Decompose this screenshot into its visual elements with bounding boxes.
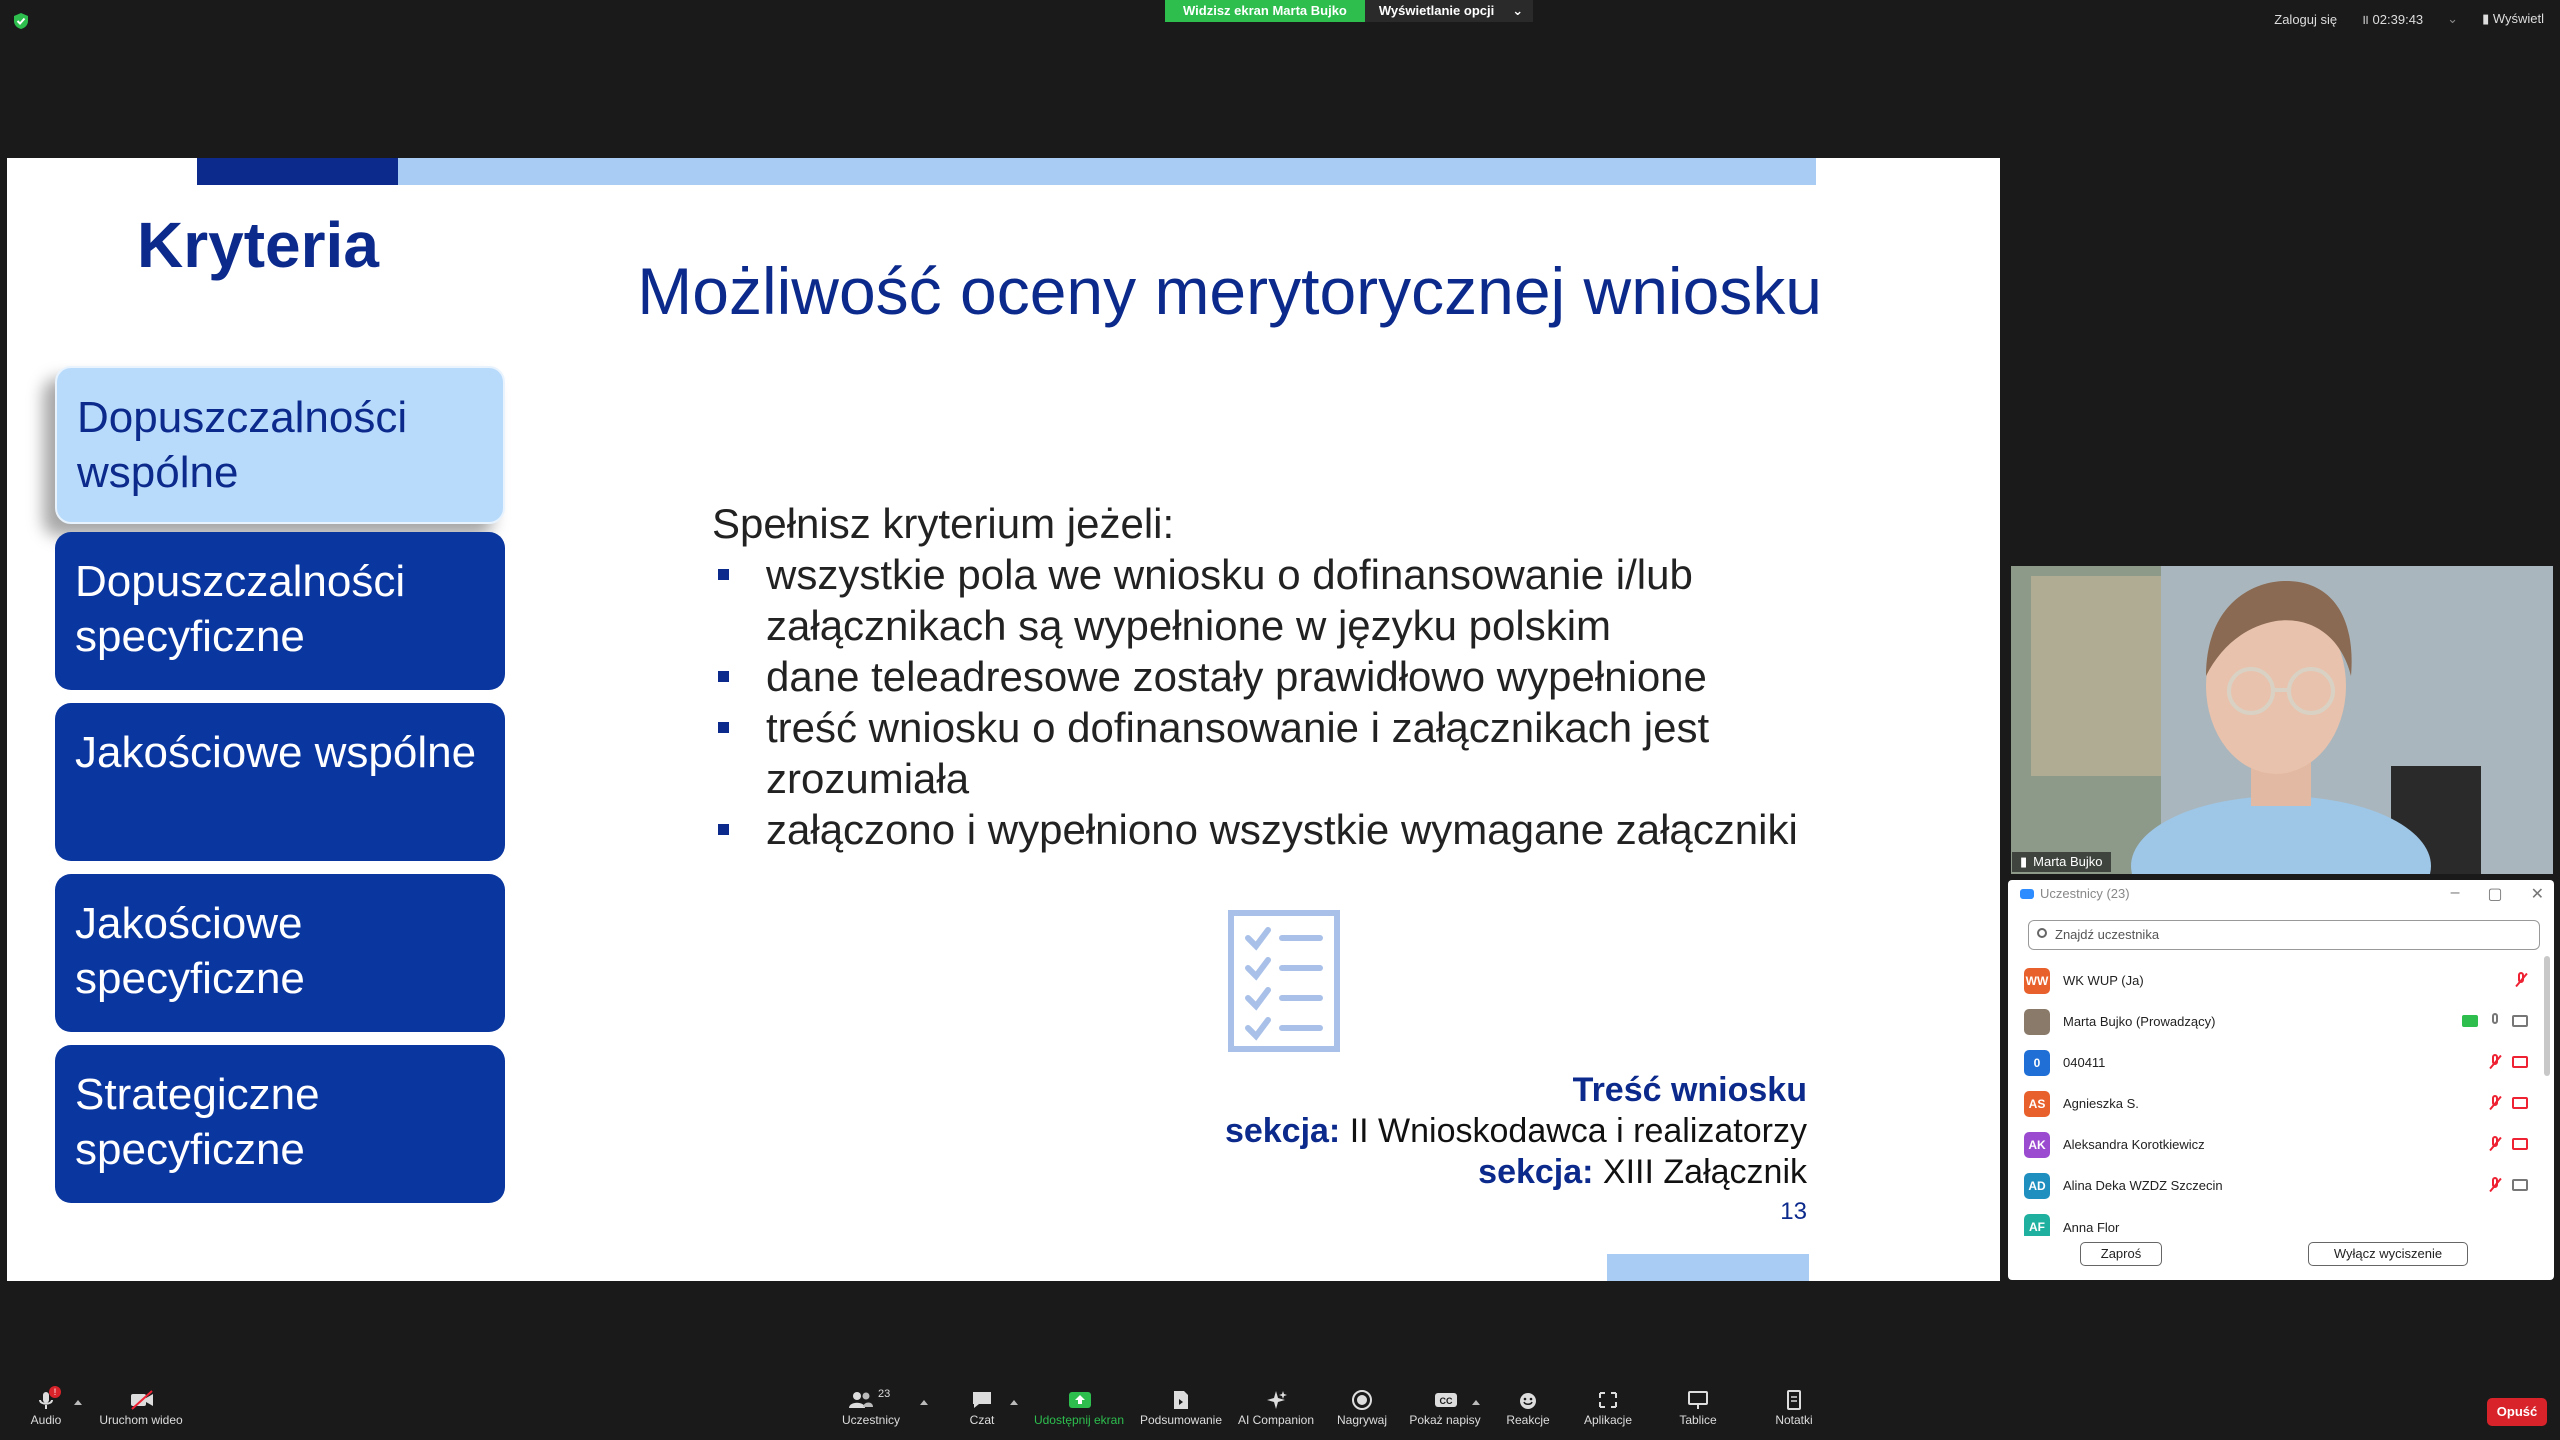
participant-name: 040411 xyxy=(2063,1055,2106,1070)
criteria-card-1: Dopuszczalności wspólne xyxy=(55,366,505,524)
participant-name: Aleksandra Korotkiewicz xyxy=(2063,1137,2205,1152)
audio-button[interactable] xyxy=(26,1387,66,1427)
mic-icon xyxy=(35,1387,57,1408)
criteria-bullet: wszystkie pola we wniosku o dofinansowanie i/lub załącznikach są wypełnione w języku polskim xyxy=(712,549,1832,651)
whiteboards-button[interactable] xyxy=(1670,1390,1726,1427)
criteria-card-4: Jakościowe specyficzne xyxy=(55,874,505,1032)
camera-icon[interactable] xyxy=(2512,1015,2528,1027)
source-line-2 xyxy=(1225,1152,1807,1193)
close-icon[interactable]: ✕ xyxy=(2530,886,2544,903)
participant-status xyxy=(2488,1177,2528,1193)
ai-companion-label: AI Companion xyxy=(1237,1413,1315,1427)
maximize-icon[interactable]: ▢ xyxy=(2487,886,2503,903)
source-text: II Wnioskodawca i realizatorzy xyxy=(1340,1112,1807,1150)
camera-off-icon[interactable] xyxy=(2512,1056,2528,1068)
participants-header xyxy=(2020,886,2130,901)
apps-button[interactable] xyxy=(1580,1390,1636,1427)
participant-list[interactable] xyxy=(2024,960,2544,1235)
reactions-button[interactable] xyxy=(1502,1390,1554,1427)
participant-status xyxy=(2488,1054,2528,1070)
slide-page-number: 13 xyxy=(1780,1198,1807,1225)
chat-options-caret[interactable] xyxy=(1010,1400,1018,1405)
login-button[interactable]: Zaloguj się xyxy=(2274,11,2338,27)
top-right-controls xyxy=(2274,10,2544,28)
mic-muted-icon[interactable] xyxy=(2488,1177,2502,1193)
video-name-tag xyxy=(2012,852,2111,872)
captions-button[interactable] xyxy=(1408,1390,1482,1427)
participants-label: Uczestnicy xyxy=(841,1413,900,1427)
screen-share-banner xyxy=(1165,0,1533,22)
apps-icon xyxy=(1597,1390,1619,1408)
apps-label: Aplikacje xyxy=(1583,1413,1633,1427)
chat-button[interactable] xyxy=(962,1390,1002,1427)
view-options-label: Wyświetlanie opcji xyxy=(1378,3,1495,18)
share-screen-icon xyxy=(1068,1390,1090,1408)
leave-button[interactable]: Opuść xyxy=(2487,1398,2547,1426)
source-prefix: sekcja: xyxy=(1224,1112,1341,1150)
whiteboard-icon xyxy=(1687,1390,1709,1408)
mic-muted-icon[interactable] xyxy=(2514,972,2528,988)
chevron-down-icon: ⌄ xyxy=(1512,3,1524,18)
zoom-logo-icon xyxy=(2020,889,2034,899)
avatar: AK xyxy=(2024,1132,2050,1158)
captions-label: Pokaż napisy xyxy=(1409,1413,1481,1427)
participant-name: WK WUP (Ja) xyxy=(2063,973,2144,988)
criteria-bullet: treść wniosku o dofinansowanie i załącznikach jest zrozumiała xyxy=(712,702,1832,804)
participants-options-caret[interactable] xyxy=(920,1400,928,1405)
camera-off-icon[interactable] xyxy=(2512,1138,2528,1150)
source-text: XIII Załącznik xyxy=(1593,1153,1807,1191)
slide-top-bar-dark xyxy=(197,158,398,185)
share-screen-label: Udostępnij ekran xyxy=(1033,1413,1125,1427)
slide-bottom-bar xyxy=(1607,1254,1809,1281)
pause-icon[interactable]: ॥ xyxy=(2361,12,2373,27)
slide-title: Możliwość oceny merytorycznej wniosku xyxy=(637,254,1822,328)
sparkle-icon xyxy=(1265,1390,1287,1408)
avatar xyxy=(2024,1009,2050,1035)
screen-share-icon xyxy=(2462,1015,2478,1027)
participant-row[interactable] xyxy=(2024,1206,2544,1236)
participant-search-input[interactable] xyxy=(2028,920,2540,950)
criteria-bullet: załączono i wypełniono wszystkie wymagane załączniki xyxy=(712,804,1832,855)
participant-row[interactable] xyxy=(2024,1001,2544,1042)
captions-options-caret[interactable] xyxy=(1472,1400,1480,1405)
participant-status xyxy=(2488,1095,2528,1111)
summary-label: Podsumowanie xyxy=(1139,1413,1223,1427)
avatar: AD xyxy=(2024,1173,2050,1199)
participants-panel xyxy=(2008,880,2554,1280)
participant-row[interactable] xyxy=(2024,1124,2544,1165)
svg-text:CC: CC xyxy=(1439,1396,1453,1406)
slide-heading: Kryteria xyxy=(137,209,379,281)
participant-row[interactable] xyxy=(2024,1042,2544,1083)
participants-button[interactable] xyxy=(840,1390,902,1427)
captions-icon xyxy=(1434,1390,1456,1408)
start-video-label: Uruchom wideo xyxy=(99,1413,183,1427)
timer-value: 02:39:43 xyxy=(2372,12,2424,27)
view-label: Wyświetl xyxy=(2492,11,2544,26)
participant-row[interactable] xyxy=(2024,1083,2544,1124)
slide-body xyxy=(712,498,1832,855)
invite-button[interactable]: Zaproś xyxy=(2080,1242,2162,1266)
camera-icon[interactable] xyxy=(2512,1179,2528,1191)
view-icon: ▮ xyxy=(2482,11,2493,26)
avatar: 0 xyxy=(2024,1050,2050,1076)
participant-status xyxy=(2462,1013,2528,1029)
record-label: Nagrywaj xyxy=(1336,1413,1387,1427)
participants-title: Uczestnicy (23) xyxy=(2040,886,2130,901)
participant-status xyxy=(2514,972,2528,988)
reactions-label: Reakcje xyxy=(1506,1413,1550,1427)
participant-row[interactable] xyxy=(2024,1165,2544,1206)
search-placeholder: Znajdź uczestnika xyxy=(2055,927,2160,942)
share-banner-label: Widzisz ekran Marta Bujko xyxy=(1165,0,1365,22)
chat-icon xyxy=(971,1390,993,1408)
shield-icon[interactable] xyxy=(12,12,30,30)
record-icon xyxy=(1351,1390,1373,1408)
source-line-1 xyxy=(1225,1111,1807,1152)
participants-icon xyxy=(848,1390,894,1408)
video-tile[interactable] xyxy=(2011,566,2553,874)
participants-count: 23 xyxy=(878,1388,891,1400)
shared-slide xyxy=(7,158,2000,1281)
audio-label: Audio xyxy=(30,1413,62,1427)
source-block xyxy=(1225,1070,1807,1193)
participant-name: Alina Deka WZDZ Szczecin xyxy=(2063,1178,2223,1193)
avatar: AF xyxy=(2024,1214,2050,1236)
slide-top-bar-light xyxy=(398,158,1816,185)
participant-name: Anna Flor xyxy=(2063,1220,2120,1235)
mic-muted-icon[interactable] xyxy=(2488,1054,2502,1070)
minimize-icon[interactable]: – xyxy=(2450,884,2460,901)
participant-list-scrollbar[interactable] xyxy=(2544,956,2550,1076)
view-options-button[interactable] xyxy=(1365,0,1533,22)
criteria-list xyxy=(712,549,1832,855)
smile-icon xyxy=(1517,1390,1539,1408)
audio-options-caret[interactable] xyxy=(74,1400,82,1405)
video-off-icon xyxy=(130,1390,152,1408)
chat-label: Czat xyxy=(969,1413,995,1427)
view-button[interactable] xyxy=(2482,11,2544,27)
criteria-bullet: dane teleadresowe zostały prawidłowo wypełnione xyxy=(712,651,1832,702)
camera-off-icon[interactable] xyxy=(2512,1097,2528,1109)
participant-row[interactable] xyxy=(2024,960,2544,1001)
notes-label: Notatki xyxy=(1775,1413,1813,1427)
panel-window-controls xyxy=(2451,884,2544,904)
summary-button[interactable] xyxy=(1138,1390,1224,1427)
signal-icon: ▮ xyxy=(2020,854,2028,869)
ai-companion-button[interactable] xyxy=(1236,1390,1316,1427)
criteria-card-3: Jakościowe wspólne xyxy=(55,703,505,861)
avatar: AS xyxy=(2024,1091,2050,1117)
record-button[interactable] xyxy=(1334,1390,1390,1427)
audio-warning-badge: ! xyxy=(49,1386,61,1398)
participant-name: Agnieszka S. xyxy=(2063,1096,2139,1111)
participant-name: Marta Bujko (Prowadzący) xyxy=(2063,1014,2216,1029)
source-prefix: sekcja: xyxy=(1478,1153,1594,1191)
avatar: WW xyxy=(2024,968,2050,994)
mic-icon[interactable] xyxy=(2488,1013,2502,1029)
summary-icon xyxy=(1170,1390,1192,1408)
checklist-icon xyxy=(1228,910,1340,1052)
source-title: Treść wniosku xyxy=(1572,1071,1807,1109)
criteria-intro: Spełnisz kryterium jeżeli: xyxy=(712,500,1175,547)
notes-icon xyxy=(1783,1390,1805,1408)
criteria-card-5: Strategiczne specyficzne xyxy=(55,1045,505,1203)
timer xyxy=(2361,10,2423,28)
search-icon xyxy=(2037,928,2047,938)
video-feed-image xyxy=(2011,566,2553,874)
whiteboards-label: Tablice xyxy=(1679,1413,1717,1427)
share-screen-button[interactable] xyxy=(1032,1390,1126,1427)
notes-button[interactable] xyxy=(1768,1390,1820,1427)
timer-dropdown-icon[interactable]: ⌄ xyxy=(2447,11,2459,26)
video-participant-name: Marta Bujko xyxy=(2033,854,2103,869)
unmute-all-button[interactable]: Wyłącz wyciszenie xyxy=(2308,1242,2468,1266)
start-video-button[interactable] xyxy=(96,1390,186,1427)
participant-status xyxy=(2488,1136,2528,1152)
criteria-card-2: Dopuszczalności specyficzne xyxy=(55,532,505,690)
mic-muted-icon[interactable] xyxy=(2488,1095,2502,1111)
mic-muted-icon[interactable] xyxy=(2488,1136,2502,1152)
